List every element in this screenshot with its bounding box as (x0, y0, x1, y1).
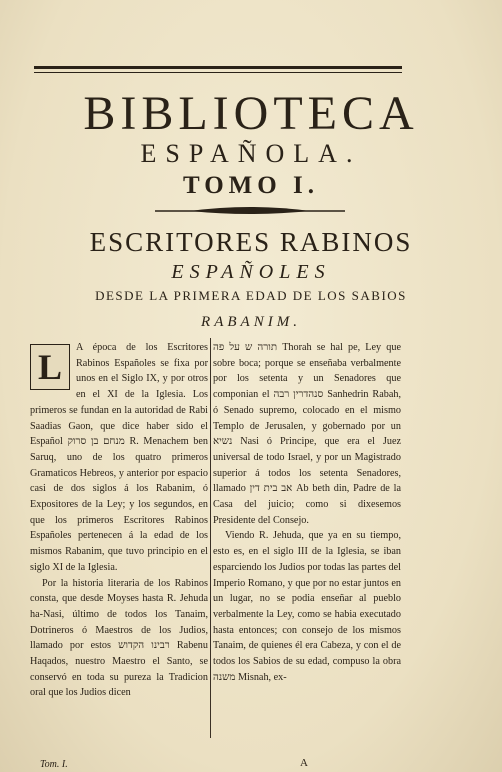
right-paragraph-1: תורה ש על פה Thorah se hal pe, Ley que sobre boca; porque se enseñaba verbalmente por los setenta y un Senadores que componian el סנהדרין רבה Sanhedrin Rabah, ó Senado supremo, colocado en el mismo Templo de Jerusalen, y gobernado por un נשיא Nasi ó Principe, que era el Juez universal de todo Israel, y por un Magistrado superior á todos los setenta Senadores, llamado אב בית דין Ab beth din, Padre de la Casa del juicio; como si dixesemos Presidente del Consejo. (213, 342, 401, 526)
left-paragraph-2: Por la historia literaria de los Rabinos consta, que desde Moyses hasta R. Jehuda ha-Nasi, último de todos los Tanaim, Dotrineros ó Maestros de los Judios, llamado por estos רבינו הקדוש Rabenu Haqados, nuestro Maestro el Santo, se conservó en toda su pureza la Tradicion oral que los Judios dicen (30, 577, 208, 699)
section-title: ESCRITORES RABINOS (89, 227, 413, 257)
section-desde: DESDE LA PRIMERA EDAD DE LOS SABIOS (95, 288, 407, 303)
volume-label: TOMO I. (183, 172, 319, 199)
footer-volume: Tom. I. (40, 759, 68, 770)
left-paragraph-1: A época de los Escritores Rabinos Españoles se fixa por unos en el Siglo IX, y por otros en el XI de la Iglesia. Los primeros se fundan en la autoridad de Rabi Saadias Gaon, que dice haber sido el Español מנחם בן סרוק R. Menachem ben Saruq, uno de los quatro primeros Gramaticos Hebreos, y anterior por espacio casi de dos siglos á los Rabanim, ó Expositores de la Ley; y los segundos, en que los primeros Escritores Rabinos Españoles pertenecen á la edad de los mismos Rabanim, que tuvo principio en el siglo XI de la Iglesia. (30, 342, 208, 573)
right-paragraph-2: Viendo R. Jehuda, que ya en su tiempo, esto es, en el siglo III de la Iglesia, se iban esparciendo los Judios por todas las partes del Imperio Romano, y que por no estar juntos en un lugar, no se podia enseñar al pueblo verbalmente la Ley, como se habia executado hasta entonces; con consejo de los mismos Tanaim, de quienes él era Cabeza, y con el de todos los Sabios de su edad, compuso la obra משנה Misnah, ex- (213, 530, 401, 683)
book-title: BIBLIOTECA (83, 87, 419, 140)
column-divider (210, 338, 211, 738)
left-column (30, 340, 208, 701)
header-rule-thin (34, 72, 402, 73)
dropcap-box (30, 344, 70, 390)
ornament-divider (150, 206, 350, 216)
section-rabanim: RABANIM. (201, 314, 301, 330)
header-rule-thick (34, 66, 402, 69)
book-subtitle: ESPAÑOLA. (140, 139, 362, 168)
section-subtitle: ESPAÑOLES (171, 261, 331, 283)
footer-signature: A (300, 757, 308, 769)
dropcap-letter: L (37, 347, 62, 387)
right-column (213, 340, 401, 685)
